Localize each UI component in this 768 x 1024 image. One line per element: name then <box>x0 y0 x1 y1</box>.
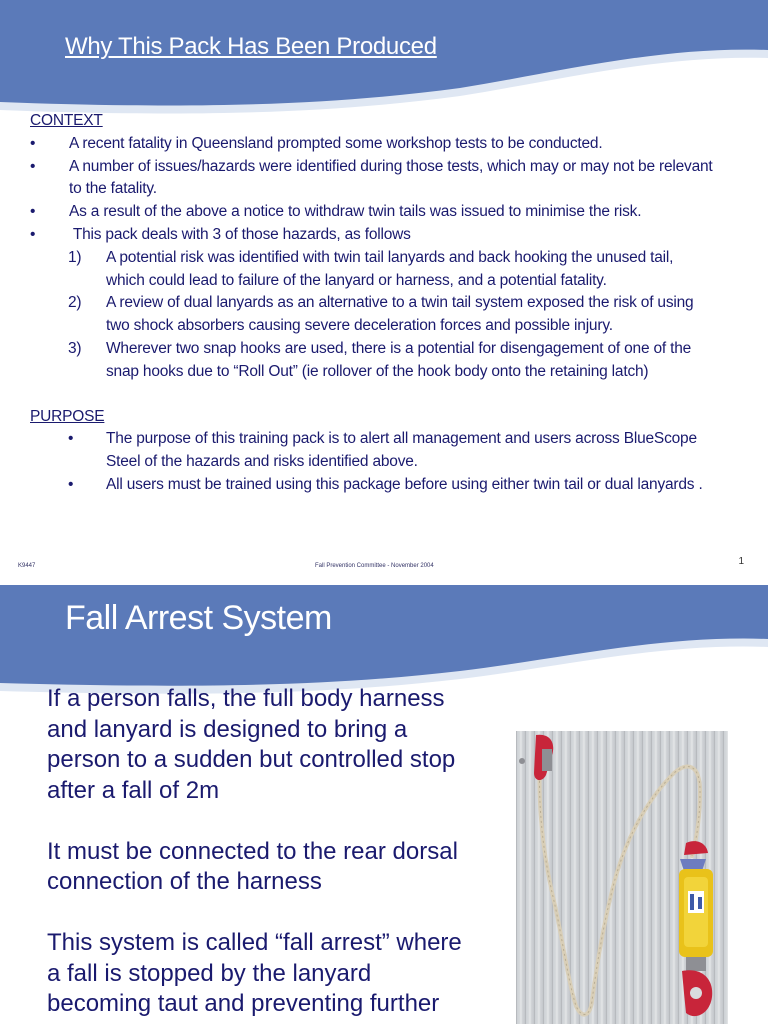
hazard-number: 1) <box>68 248 82 266</box>
lanyard-photo <box>516 731 728 1024</box>
hazard-text-continued: which could lead to failure of the lanyard or harness, and a potential fatality. <box>106 271 607 289</box>
footer-committee: Fall Prevention Committee - November 2004 <box>315 563 434 569</box>
bullet-continuation: to the fatality. <box>69 180 157 198</box>
text-line: If a person falls, the full body harness <box>47 685 445 712</box>
hazard-number: 2) <box>68 294 82 312</box>
paragraph <box>47 837 507 898</box>
bullet-dot: • <box>30 203 36 221</box>
paragraph <box>47 684 507 806</box>
purpose-heading: PURPOSE <box>30 407 105 425</box>
text-line: a fall is stopped by the lanyard <box>47 959 372 987</box>
text-line: It must be connected to the rear dorsal <box>47 837 458 865</box>
bullet-item <box>68 428 755 451</box>
footer-code: K9447 <box>18 563 36 569</box>
slide-body <box>47 684 507 1024</box>
hazard-text-continued: two shock absorbers causing severe deceleration forces and possible injury. <box>106 317 613 335</box>
bullet-item <box>30 224 755 247</box>
bullet-dot: • <box>68 475 74 493</box>
text-line: person to a sudden but controlled stop <box>47 746 456 773</box>
bullet-dot: • <box>30 157 36 175</box>
bullet-continuation: Steel of the hazards and risks identified above. <box>106 453 418 471</box>
context-heading: CONTEXT <box>30 112 103 129</box>
bullet-text: A recent fatality in Queensland prompted some workshop tests to be conducted. <box>69 134 603 152</box>
bullet-item <box>30 201 755 224</box>
bullet-dot: • <box>30 225 36 243</box>
bullet-item <box>30 156 755 179</box>
bullet-item <box>30 133 755 156</box>
bullet-dot: • <box>68 430 74 448</box>
text-line: and lanyard is designed to bring a <box>47 715 408 743</box>
slide-body <box>30 110 755 497</box>
page-number: 1 <box>738 556 744 567</box>
paragraph <box>47 928 507 1020</box>
hazard-text: A review of dual lanyards as an alternative to a twin tail system exposed the risk of using <box>106 294 694 312</box>
text-line: connection of the harness <box>47 868 322 895</box>
bullet-text: This pack deals with 3 of those hazards, as follows <box>69 225 411 243</box>
bullet-dot: • <box>30 134 36 152</box>
hazard-text: A potential risk was identified with twin tail lanyards and back hooking the unused tail, <box>106 248 674 266</box>
text-line: This system is called “fall arrest” where <box>47 929 462 956</box>
bullet-text: All users must be trained using this package before using either twin tail or dual lanyards . <box>106 475 703 493</box>
bullet-text: A number of issues/hazards were identified during those tests, which may or may not be relevant <box>69 157 713 175</box>
text-line: becoming taut and preventing further <box>47 990 440 1017</box>
hazard-item <box>68 338 755 361</box>
slide-fall-arrest-system <box>0 585 768 1024</box>
hazard-item <box>68 292 755 315</box>
bullet-text: As a result of the above a notice to withdraw twin tails was issued to minimise the risk. <box>69 203 642 221</box>
hazard-item <box>68 247 755 270</box>
hazard-list <box>30 247 755 384</box>
bullet-text: The purpose of this training pack is to alert all management and users across BlueScope <box>106 430 697 448</box>
slide-title: Why This Pack Has Been Produced <box>65 33 437 60</box>
purpose-list <box>30 428 755 496</box>
bullet-item <box>68 474 755 497</box>
text-line: after a fall of 2m <box>47 776 220 804</box>
hazard-number: 3) <box>68 339 82 357</box>
slide-title: Fall Arrest System <box>65 599 332 637</box>
hazard-text-continued: snap hooks due to “Roll Out” (ie rollover of the hook body onto the retaining latch) <box>106 362 649 380</box>
hazard-text: Wherever two snap hooks are used, there is a potential for disengagement of one of the <box>106 339 692 357</box>
